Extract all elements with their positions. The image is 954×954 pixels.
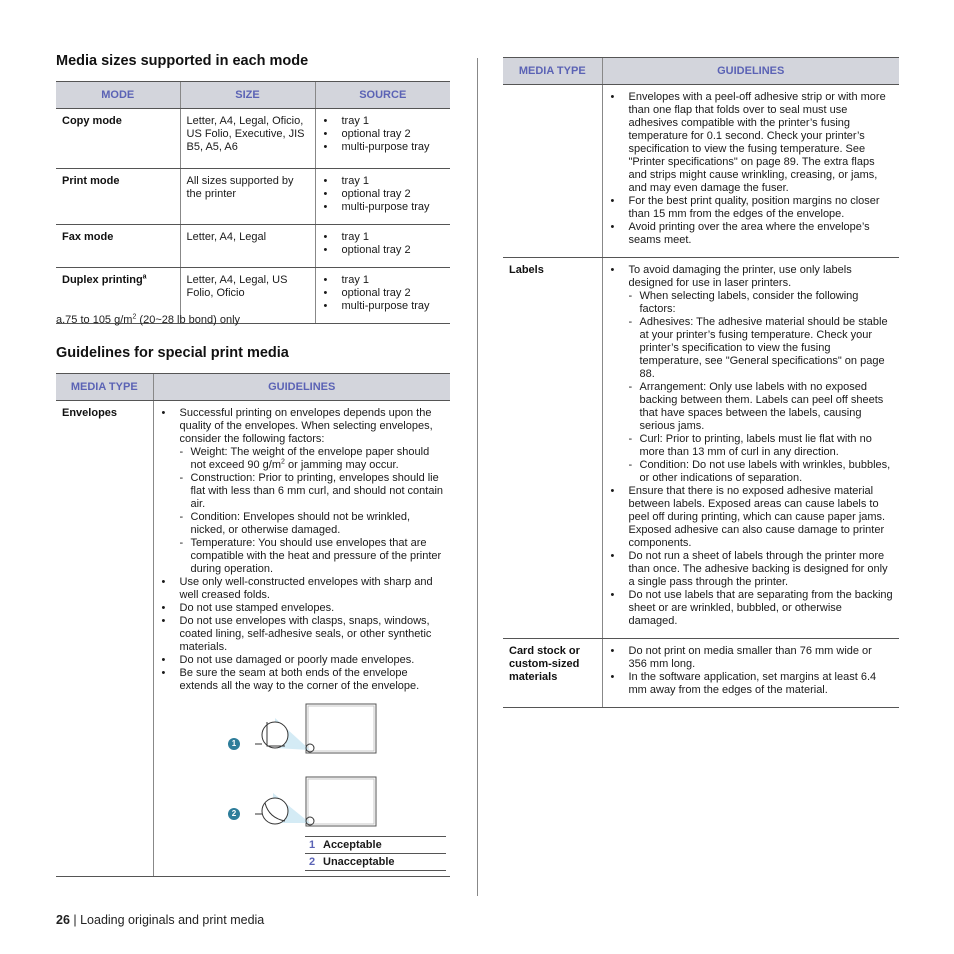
column-divider — [477, 58, 478, 896]
envelope-legend — [305, 836, 446, 871]
list-item: • Do not use stamped envelopes. — [160, 602, 445, 615]
size-cell: Letter, A4, Legal — [180, 225, 315, 268]
list-item: • Do not use envelopes with clasps, snaps, windows, coated lining, self-adhesive seals, or other synthetic materials. — [160, 615, 445, 654]
list-item: • Do not print on media smaller than 76 mm wide or 356 mm long. — [609, 645, 894, 671]
sub-list-item: - Curl: Prior to printing, labels must lie flat with no more than 13 mm of curl in any direction. — [629, 433, 894, 459]
mode-cell: Copy mode — [56, 109, 180, 169]
mode-cell: Fax mode — [56, 225, 180, 268]
media-sizes-table — [56, 81, 450, 324]
media-type-cell: Card stock or custom-sized materials — [503, 639, 602, 708]
guidelines-table — [56, 373, 450, 877]
source-cell — [315, 109, 450, 169]
col-header-guidelines: GUIDELINES — [153, 374, 450, 401]
sizes-section-title: Media sizes supported in each mode — [56, 53, 309, 69]
list-item: • To avoid damaging the printer, use only labels designed for use in laser printers. - When selecting labels, consider the following factors: - Adhesives: The adhesive material should be stable at your printer’s fusing temperature. Check your printer’s specification to view the fusing temperature, see "General specifications" on page 88. - Arrangement: Only use labels with no exposed backing between them. Labels can peel off sheets that have spaces between the labels, causing serious jams. - Curl: Prior to printing, labels must lie flat with no more than 13 mm of curl in any direction. - Condition: Do not use labels with wrinkles, bubbles, or other indications of separation. — [609, 264, 894, 485]
legend-item: 1 Acceptable — [305, 836, 446, 853]
mode-cell: Print mode — [56, 169, 180, 225]
list-item: • Ensure that there is no exposed adhesive material between labels. Exposed areas can cause labels to peel off during printing, which can cause paper jams. Exposed adhesive can also cause damage to printer components. — [609, 485, 894, 550]
list-item: • optional tray 2 — [322, 128, 445, 141]
col-header-guidelines: GUIDELINES — [602, 58, 899, 85]
list-item: • Do not run a sheet of labels through the printer more than once. The adhesive backing is designed for only a single pass through the printer. — [609, 550, 894, 589]
table-row — [56, 169, 450, 225]
footer-chapter-title: | Loading originals and print media — [69, 913, 265, 927]
list-item: • tray 1 — [322, 231, 445, 244]
callout-1-icon: 1 — [228, 738, 240, 750]
media-type-cell: Envelopes — [56, 401, 153, 877]
envelope-acceptable-illustration — [255, 700, 385, 760]
page-number: 26 — [56, 913, 70, 927]
size-cell: Letter, A4, Legal, Oficio, US Folio, Executive, JIS B5, A5, A6 — [180, 109, 315, 169]
sub-list-item: - Construction: Prior to printing, envelopes should lie flat with less than 6 mm curl, and should not contain air. — [180, 472, 445, 511]
size-cell: All sizes supported by the printer — [180, 169, 315, 225]
list-item: • In the software application, set margins at least 6.4 mm away from the edges of the material. — [609, 671, 894, 697]
sub-list-item: - Condition: Do not use labels with wrinkles, bubbles, or other indications of separation. — [629, 459, 894, 485]
sub-list-item: - Weight: The weight of the envelope paper should not exceed 90 $g/m^2$ or jamming may occur. — [180, 446, 445, 472]
guidelines-cell — [602, 85, 899, 258]
list-item: • For the best print quality, position margins no closer than 15 mm from the edges of the envelope. — [609, 195, 894, 221]
table-row — [503, 639, 899, 708]
size-cell: Letter, A4, Legal, US Folio, Oficio — [180, 268, 315, 324]
list-item: • Use only well-constructed envelopes with sharp and well creased folds. — [160, 576, 445, 602]
media-type-cell: Labels — [503, 258, 602, 639]
source-cell — [315, 268, 450, 324]
sizes-footnote: a.75 to 105 $g/m^2$ (20~28 lb bond) only — [56, 313, 241, 326]
callout-2-icon: 2 — [228, 808, 240, 820]
list-item: • tray 1 — [322, 175, 445, 188]
list-item: • Be sure the seam at both ends of the envelope extends all the way to the corner of the envelope. — [160, 667, 445, 693]
mode-cell: Duplex printing$^a$ — [56, 268, 180, 324]
table-row — [56, 109, 450, 169]
list-item: • optional tray 2 — [322, 188, 445, 201]
guidelines-cell — [602, 258, 899, 639]
media-type-cell — [503, 85, 602, 258]
col-header-source: SOURCE — [315, 82, 450, 109]
list-item: • multi-purpose tray — [322, 300, 445, 313]
table-row — [56, 401, 450, 877]
list-item: • tray 1 — [322, 274, 445, 287]
list-item: • optional tray 2 — [322, 244, 445, 257]
source-cell — [315, 169, 450, 225]
list-item: • Envelopes with a peel-off adhesive strip or with more than one flap that folds over to seal must use adhesives compatible with the printer’s fusing temperature for 0.1 second. Check your printer’s specification to view the fusing temperature. See "Printer specifications" on page 89. The extra flaps and strips might cause wrinkling, creasing, or jams, and may even damage the fuser. — [609, 91, 894, 195]
sub-list-item: - Adhesives: The adhesive material should be stable at your printer’s fusing temperature. Check your printer’s specification to view the fusing temperature, see "General specifications" on page 88. — [629, 316, 894, 381]
sub-list-item: - Temperature: You should use envelopes that are compatible with the heat and pressure of the printer during operation. — [180, 537, 445, 576]
source-cell — [315, 225, 450, 268]
table-row — [503, 85, 899, 258]
list-item: • Avoid printing over the area where the envelope’s seams meet. — [609, 221, 894, 247]
col-header-size: SIZE — [180, 82, 315, 109]
legend-item: 2 Unacceptable — [305, 853, 446, 871]
guidelines-section-title: Guidelines for special print media — [56, 345, 289, 361]
col-header-media-type: MEDIA TYPE — [56, 374, 153, 401]
col-header-mode: MODE — [56, 82, 180, 109]
sub-list-item: - When selecting labels, consider the following factors: — [629, 290, 894, 316]
list-item: • optional tray 2 — [322, 287, 445, 300]
guidelines-cell — [602, 639, 899, 708]
table-row — [56, 225, 450, 268]
envelope-unacceptable-illustration — [255, 773, 385, 833]
table-row — [503, 258, 899, 639]
list-item: • multi-purpose tray — [322, 201, 445, 214]
col-header-media-type: MEDIA TYPE — [503, 58, 602, 85]
page-footer — [56, 913, 264, 927]
guidelines-table-continued — [503, 57, 899, 708]
sub-list-item: - Condition: Envelopes should not be wrinkled, nicked, or otherwise damaged. — [180, 511, 445, 537]
list-item: • Do not use damaged or poorly made envelopes. — [160, 654, 445, 667]
sub-list-item: - Arrangement: Only use labels with no exposed backing between them. Labels can peel off sheets that have spaces between the labels, causing serious jams. — [629, 381, 894, 433]
list-item: • Do not use labels that are separating from the backing sheet or are wrinkled, bubbled, or otherwise damaged. — [609, 589, 894, 628]
list-item: • multi-purpose tray — [322, 141, 445, 154]
footnote-marker: a — [142, 273, 147, 281]
list-item: • Successful printing on envelopes depends upon the quality of the envelopes. When selecting envelopes, consider the following factors: - Weight: The weight of the envelope paper should not exceed 90 $g/m^2$ or jamming may occur. - Construction: Prior to printing, envelopes should lie flat with less than 6 mm curl, and should not contain air. - Condition: Envelopes should not be wrinkled, nicked, or otherwise damaged. - Temperature: You should use envelopes that are compatible with the heat and pressure of the printer during operation. — [160, 407, 445, 576]
list-item: • tray 1 — [322, 115, 445, 128]
